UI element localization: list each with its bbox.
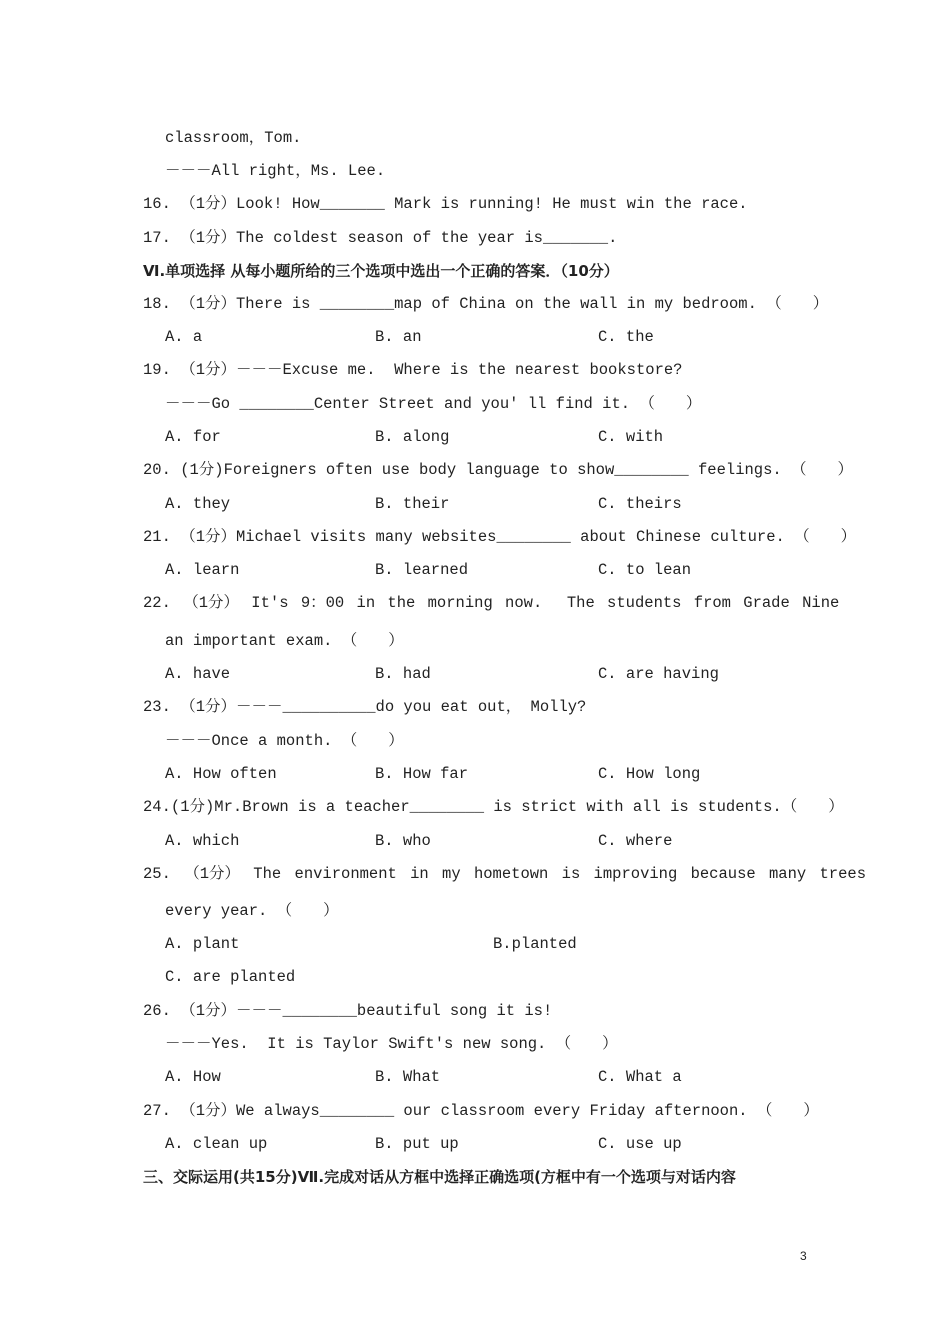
question-22: 22. （1分） It's 9：00 in the morning now. The students from Grade Nine	[143, 594, 840, 612]
option-c: C. the	[598, 328, 654, 346]
question-27: 27. （1分）We always________ our classroom every Friday afternoon. （ ）	[143, 1102, 819, 1120]
question-25-cont: every year. （ ）	[165, 902, 339, 920]
option-b: B. their	[375, 495, 450, 513]
option-b: B. along	[375, 428, 450, 446]
question-23-reply: －－－Once a month. （ ）	[165, 732, 404, 750]
question-25: 25. （1分） The environment in my hometown is improving because many trees	[143, 865, 867, 883]
question-24: 24.(1分)Mr.Brown is a teacher________ is strict with all is students.（ ）	[143, 798, 844, 816]
option-b: B. an	[375, 328, 422, 346]
option-b: B. learned	[375, 561, 469, 579]
page-number: 3	[800, 1249, 807, 1263]
question-26: 26. （1分）－－－________beautiful song it is!	[143, 1002, 553, 1020]
option-a: A. learn	[165, 561, 240, 579]
option-b: B.planted	[493, 935, 577, 953]
option-b: B. had	[375, 665, 431, 683]
option-b: B. What	[375, 1068, 441, 1086]
option-c: C. What a	[598, 1068, 682, 1086]
option-a: A. have	[165, 665, 231, 683]
section-heading-three: 三、交际运用(共15分)Ⅶ.完成对话从方框中选择正确选项(方框中有一个选项与对话内容	[143, 1168, 736, 1186]
option-a: A. clean up	[165, 1135, 268, 1153]
question-23: 23. （1分）－－－__________do you eat out， Molly?	[143, 698, 587, 716]
option-a: A. a	[165, 328, 203, 346]
question-18: 18. （1分）There is ________map of China on the wall in my bedroom. （ ）	[143, 295, 829, 313]
option-a: A. How	[165, 1068, 221, 1086]
option-c: C. to lean	[598, 561, 692, 579]
option-c: C. How long	[598, 765, 701, 783]
text-line: －－－All right，Ms. Lee.	[165, 162, 386, 180]
option-b: B. How far	[375, 765, 469, 783]
option-b: B. put up	[375, 1135, 459, 1153]
option-a: A. plant	[165, 935, 240, 953]
option-a: A. they	[165, 495, 231, 513]
question-22-cont: an important exam. （ ）	[165, 632, 404, 650]
question-26-reply: －－－Yes. It is Taylor Swift's new song. （ ）	[165, 1035, 618, 1053]
question-19-reply: －－－Go ________Center Street and you' ll find it. （ ）	[165, 395, 702, 413]
option-a: A. which	[165, 832, 240, 850]
option-c: C. use up	[598, 1135, 682, 1153]
question-17: 17. （1分）The coldest season of the year is_______.	[143, 229, 618, 247]
option-c: C. are having	[598, 665, 719, 683]
option-b: B. who	[375, 832, 431, 850]
option-a: A. How often	[165, 765, 277, 783]
question-19: 19. （1分）－－－Excuse me. Where is the nearest bookstore?	[143, 361, 683, 379]
option-a: A. for	[165, 428, 221, 446]
option-c: C. with	[598, 428, 664, 446]
question-16: 16. （1分）Look! How_______ Mark is running! He must win the race.	[143, 195, 748, 213]
section-heading-vi: Ⅵ.单项选择 从每小题所给的三个选项中选出一个正确的答案．（10分）	[143, 262, 619, 280]
question-20: 20. (1分)Foreigners often use body language to show________ feelings. （ ）	[143, 461, 854, 479]
question-21: 21. （1分）Michael visits many websites________ about Chinese culture. （ ）	[143, 528, 857, 546]
option-c: C. where	[598, 832, 673, 850]
text-line: classroom，Tom.	[165, 129, 302, 147]
option-c: C. theirs	[598, 495, 682, 513]
option-c: C. are planted	[165, 968, 296, 986]
